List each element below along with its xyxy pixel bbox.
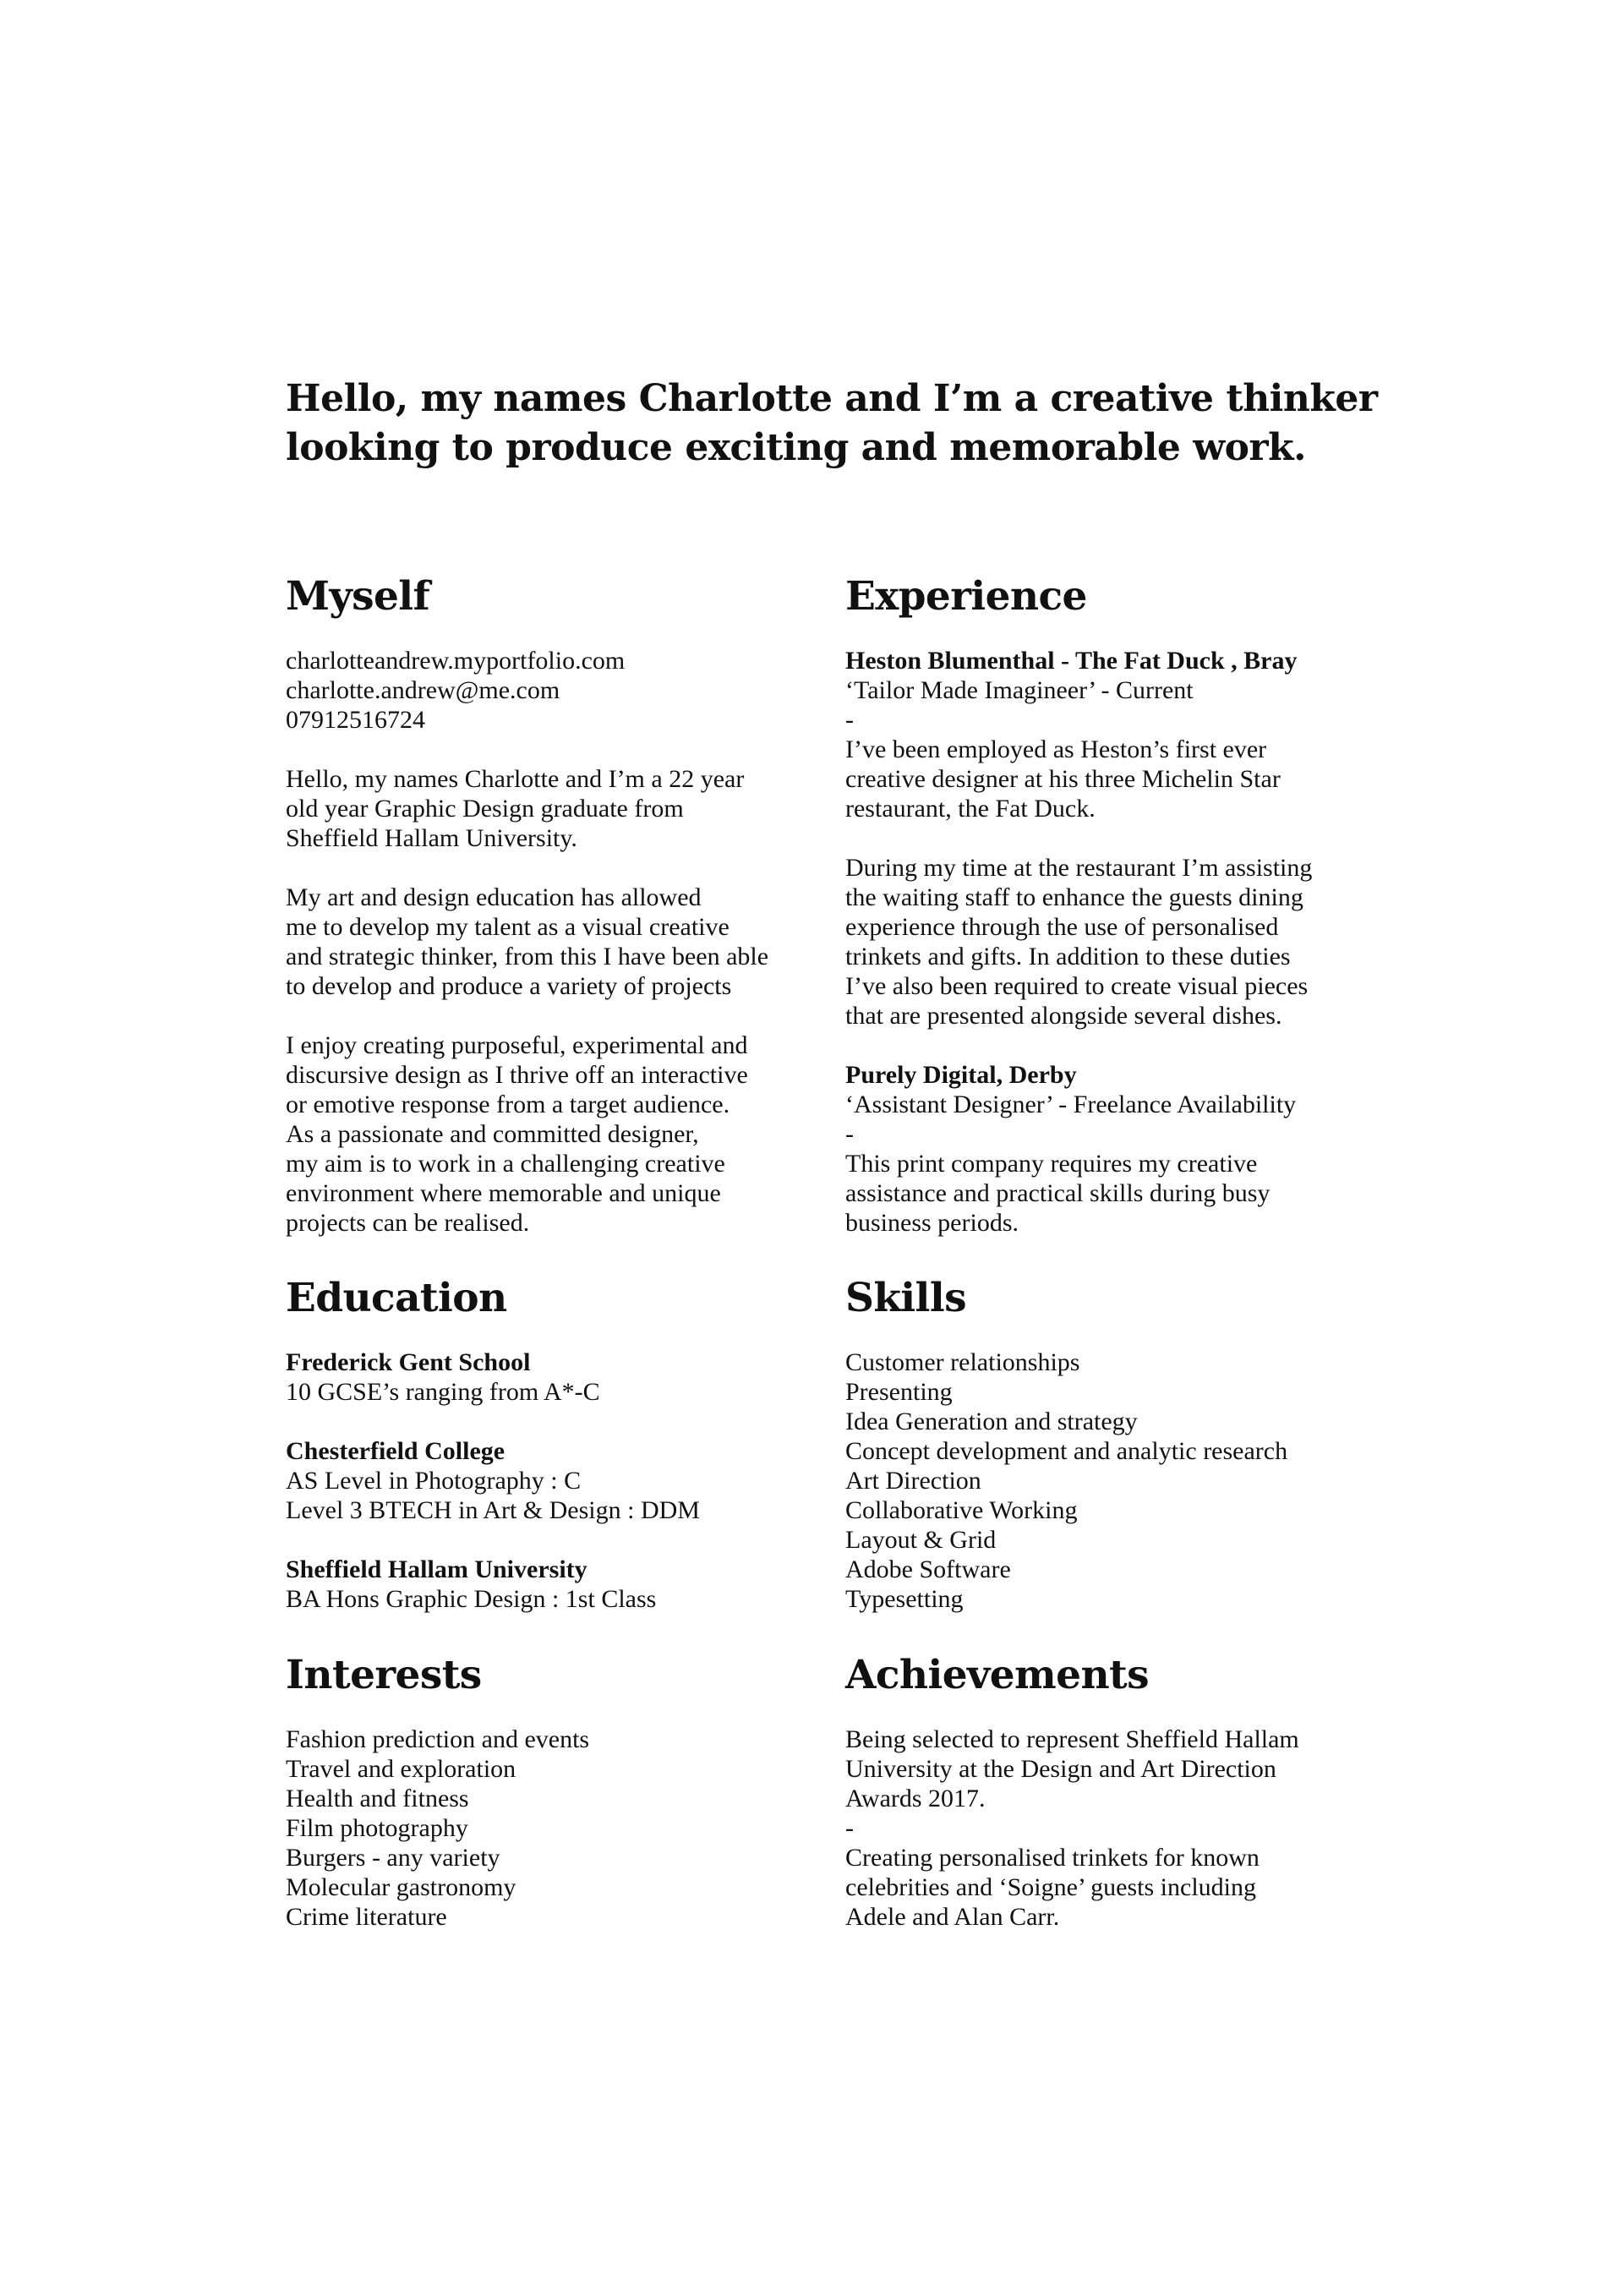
interest-item: Travel and exploration	[286, 1755, 516, 1783]
paragraph-line: my aim is to work in a challenging creative	[286, 1150, 725, 1178]
employer-name: Purely Digital, Derby	[845, 1061, 1077, 1089]
paragraph-line: Adele and Alan Carr.	[845, 1903, 1060, 1931]
paragraph-line: old year Graphic Design graduate from	[286, 795, 684, 823]
school-name: Chesterfield College	[286, 1437, 505, 1465]
school-name: Sheffield Hallam University	[286, 1555, 587, 1583]
achievements-section	[845, 1650, 1386, 1932]
paragraph-line: restaurant, the Fat Duck.	[845, 795, 1096, 823]
paragraph-line: to develop and produce a variety of projects	[286, 972, 732, 1000]
paragraph-line: or emotive response from a target audience.	[286, 1091, 730, 1118]
paragraph-line: I enjoy creating purposeful, experimental and	[286, 1031, 748, 1059]
skill-item: Idea Generation and strategy	[845, 1408, 1138, 1435]
paragraph-line: As a passionate and committed designer,	[286, 1120, 699, 1148]
school-name: Frederick Gent School	[286, 1348, 531, 1376]
separator-dash: -	[845, 1814, 854, 1842]
myself-body	[286, 646, 827, 1238]
skills-list	[845, 1348, 1386, 1614]
section-heading-experience: Experience	[845, 573, 1087, 620]
skill-item: Layout & Grid	[845, 1526, 997, 1554]
paragraph-line: Creating personalised trinkets for known	[845, 1844, 1260, 1872]
paragraph-line: that are presented alongside several dishes.	[845, 1002, 1282, 1030]
section-heading-skills: Skills	[845, 1275, 966, 1321]
skills-section	[845, 1273, 1386, 1614]
interests-list	[286, 1725, 827, 1932]
skill-item: Customer relationships	[845, 1348, 1080, 1376]
paragraph-line: celebrities and ‘Soigne’ guests including	[845, 1873, 1256, 1901]
interest-item: Molecular gastronomy	[286, 1873, 516, 1901]
qualification: 10 GCSE’s ranging from A*-C	[286, 1378, 600, 1406]
paragraph-line: Awards 2017.	[845, 1785, 986, 1812]
paragraph-line: environment where memorable and unique	[286, 1179, 721, 1207]
skill-item: Art Direction	[845, 1467, 981, 1495]
paragraph-line: business periods.	[845, 1209, 1019, 1237]
paragraph-line: Hello, my names Charlotte and I’m a 22 year	[286, 765, 745, 793]
paragraph-line: During my time at the restaurant I’m assisting	[845, 854, 1313, 882]
qualification: AS Level in Photography : C	[286, 1467, 582, 1495]
myself-section	[286, 571, 827, 1238]
section-heading-achievements: Achievements	[845, 1652, 1150, 1698]
paragraph-line: I’ve also been required to create visual pieces	[845, 972, 1309, 1000]
email-address: charlotte.andrew@me.com	[286, 676, 560, 704]
education-body	[286, 1348, 827, 1614]
job-role: ‘Assistant Designer’ - Freelance Availability	[845, 1091, 1297, 1118]
paragraph-line: creative designer at his three Michelin Star	[845, 765, 1281, 793]
skill-item: Typesetting	[845, 1585, 964, 1613]
intro-line: Hello, my names Charlotte and I’m a creative thinker	[286, 377, 1378, 420]
experience-section	[845, 571, 1386, 1238]
paragraph-line: My art and design education has allowed	[286, 883, 702, 911]
intro-line: looking to produce exciting and memorable work.	[286, 426, 1306, 469]
paragraph-line: discursive design as I thrive off an interactive	[286, 1061, 748, 1089]
paragraph-line: experience through the use of personalised	[845, 913, 1279, 941]
portfolio-url: charlotteandrew.myportfolio.com	[286, 647, 626, 675]
paragraph-line: Being selected to represent Sheffield Hallam	[845, 1725, 1299, 1753]
paragraph-line: projects can be realised.	[286, 1209, 530, 1237]
intro-headline	[286, 374, 1385, 473]
paragraph-line: assistance and practical skills during busy	[845, 1179, 1271, 1207]
qualification: BA Hons Graphic Design : 1st Class	[286, 1585, 657, 1613]
skill-item: Adobe Software	[845, 1555, 1011, 1583]
phone-number: 07912516724	[286, 706, 425, 734]
skill-item: Presenting	[845, 1378, 953, 1406]
skill-item: Concept development and analytic research	[845, 1437, 1288, 1465]
job-role: ‘Tailor Made Imagineer’ - Current	[845, 676, 1194, 704]
interest-item: Film photography	[286, 1814, 468, 1842]
education-section	[286, 1273, 827, 1614]
paragraph-line: trinkets and gifts. In addition to these duties	[845, 943, 1291, 970]
paragraph-line: Sheffield Hallam University.	[286, 824, 577, 852]
paragraph-line: I’ve been employed as Heston’s first ever	[845, 735, 1267, 763]
interest-item: Fashion prediction and events	[286, 1725, 590, 1753]
interest-item: Burgers - any variety	[286, 1844, 500, 1872]
achievements-body	[845, 1725, 1386, 1932]
paragraph-line: and strategic thinker, from this I have been able	[286, 943, 769, 970]
section-heading-education: Education	[286, 1275, 507, 1321]
separator-dash: -	[845, 706, 854, 734]
paragraph-line: me to develop my talent as a visual creative	[286, 913, 730, 941]
interest-item: Crime literature	[286, 1903, 447, 1931]
paragraph-line: the waiting staff to enhance the guests dining	[845, 883, 1303, 911]
paragraph-line: This print company requires my creative	[845, 1150, 1258, 1178]
employer-name: Heston Blumenthal - The Fat Duck , Bray	[845, 647, 1298, 675]
qualification: Level 3 BTECH in Art & Design : DDM	[286, 1496, 700, 1524]
experience-body	[845, 646, 1386, 1238]
paragraph-line: University at the Design and Art Direction	[845, 1755, 1276, 1783]
separator-dash: -	[845, 1120, 854, 1148]
section-heading-myself: Myself	[286, 573, 430, 620]
interest-item: Health and fitness	[286, 1785, 469, 1812]
section-heading-interests: Interests	[286, 1652, 482, 1698]
interests-section	[286, 1650, 827, 1932]
skill-item: Collaborative Working	[845, 1496, 1078, 1524]
